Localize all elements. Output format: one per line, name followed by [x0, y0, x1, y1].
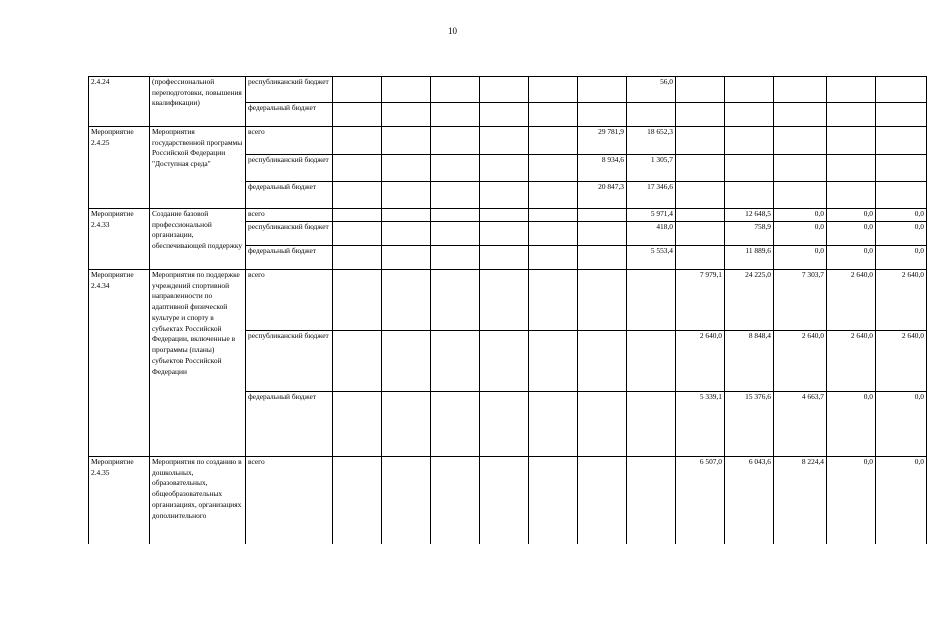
value-cell [876, 155, 927, 182]
value-cell [480, 209, 529, 222]
value-cell: 20 847,3 [578, 182, 627, 209]
value-cell [578, 270, 627, 331]
value-cell: 8 934,6 [578, 155, 627, 182]
value-cell [333, 270, 382, 331]
value-cell: 0,0 [827, 222, 876, 246]
value-cell: 0,0 [827, 457, 876, 544]
value-cell [529, 331, 578, 392]
value-cell [529, 127, 578, 155]
table-row [89, 127, 927, 155]
value-cell [431, 77, 480, 103]
value-cell [431, 331, 480, 392]
value-cell: 12 648,5 [725, 209, 774, 222]
value-cell [382, 103, 431, 127]
value-cell [382, 392, 431, 457]
value-cell [578, 331, 627, 392]
value-cell [333, 457, 382, 544]
value-cell [431, 127, 480, 155]
value-cell [725, 155, 774, 182]
value-cell [382, 209, 431, 222]
table-row [89, 457, 927, 544]
value-cell [627, 457, 676, 544]
value-cell: 5 971,4 [627, 209, 676, 222]
value-cell [333, 392, 382, 457]
value-cell [578, 457, 627, 544]
value-cell [676, 182, 725, 209]
funding-source: республиканский бюджет [246, 77, 333, 103]
value-cell: 0,0 [774, 222, 827, 246]
value-cell [480, 222, 529, 246]
value-cell: 1 305,7 [627, 155, 676, 182]
value-cell: 29 781,9 [578, 127, 627, 155]
value-cell: 6 043,6 [725, 457, 774, 544]
value-cell [774, 155, 827, 182]
value-cell [676, 127, 725, 155]
value-cell [876, 77, 927, 103]
measure-name: Создание базовой профессиональной организации, обеспечивающей поддержку [150, 209, 246, 270]
value-cell [480, 127, 529, 155]
value-cell [725, 77, 774, 103]
value-cell: 56,0 [627, 77, 676, 103]
value-cell: 418,0 [627, 222, 676, 246]
value-cell [529, 392, 578, 457]
value-cell [627, 392, 676, 457]
value-cell [578, 77, 627, 103]
value-cell: 0,0 [876, 457, 927, 544]
value-cell [725, 182, 774, 209]
value-cell [333, 127, 382, 155]
table-row [89, 209, 927, 222]
value-cell: 0,0 [876, 392, 927, 457]
value-cell: 2 640,0 [876, 270, 927, 331]
value-cell [725, 103, 774, 127]
value-cell [382, 127, 431, 155]
value-cell [774, 127, 827, 155]
measure-code: 2.4.24 [89, 77, 150, 127]
value-cell [578, 222, 627, 246]
funding-source: республиканский бюджет [246, 155, 333, 182]
value-cell [529, 246, 578, 270]
value-cell: 7 303,7 [774, 270, 827, 331]
value-cell [529, 182, 578, 209]
value-cell [529, 155, 578, 182]
value-cell [627, 331, 676, 392]
value-cell [774, 77, 827, 103]
funding-source: федеральный бюджет [246, 103, 333, 127]
value-cell [876, 103, 927, 127]
value-cell [431, 103, 480, 127]
value-cell [529, 77, 578, 103]
value-cell: 0,0 [827, 246, 876, 270]
value-cell [725, 127, 774, 155]
measure-name: Мероприятия государственной программы Российской Федерации "Доступная среда" [150, 127, 246, 209]
value-cell: 4 663,7 [774, 392, 827, 457]
funding-source: всего [246, 457, 333, 544]
value-cell [382, 331, 431, 392]
value-cell [333, 77, 382, 103]
value-cell [382, 457, 431, 544]
value-cell [480, 103, 529, 127]
value-cell [676, 222, 725, 246]
value-cell: 8 848,4 [725, 331, 774, 392]
value-cell: 24 225,0 [725, 270, 774, 331]
value-cell [333, 155, 382, 182]
value-cell [382, 222, 431, 246]
value-cell: 5 553,4 [627, 246, 676, 270]
value-cell [431, 209, 480, 222]
value-cell [676, 209, 725, 222]
funding-source: всего [246, 209, 333, 222]
value-cell [676, 155, 725, 182]
value-cell [480, 246, 529, 270]
value-cell [827, 77, 876, 103]
value-cell [480, 182, 529, 209]
value-cell [431, 270, 480, 331]
value-cell: 0,0 [876, 209, 927, 222]
value-cell: 11 889,6 [725, 246, 774, 270]
value-cell: 6 507,0 [676, 457, 725, 544]
measure-name: Мероприятия по созданию в дошкольных, образовательных, общеобразовательных организациях, организациях дополнительного [150, 457, 246, 544]
value-cell [627, 270, 676, 331]
value-cell [431, 182, 480, 209]
value-cell: 2 640,0 [676, 331, 725, 392]
value-cell [333, 182, 382, 209]
value-cell [382, 270, 431, 331]
funding-source: федеральный бюджет [246, 246, 333, 270]
value-cell [578, 103, 627, 127]
measure-code: Мероприятие 2.4.35 [89, 457, 150, 544]
funding-source: всего [246, 270, 333, 331]
funding-source: республиканский бюджет [246, 222, 333, 246]
value-cell [333, 331, 382, 392]
table-row [89, 270, 927, 331]
value-cell: 17 346,6 [627, 182, 676, 209]
value-cell: 5 339,1 [676, 392, 725, 457]
value-cell [333, 209, 382, 222]
value-cell [480, 331, 529, 392]
measure-code: Мероприятие 2.4.25 [89, 127, 150, 209]
value-cell [876, 182, 927, 209]
value-cell [578, 209, 627, 222]
value-cell: 18 652,3 [627, 127, 676, 155]
value-cell [627, 103, 676, 127]
value-cell [480, 392, 529, 457]
budget-table [88, 76, 927, 544]
value-cell [774, 182, 827, 209]
value-cell [382, 77, 431, 103]
value-cell [333, 222, 382, 246]
value-cell [529, 457, 578, 544]
measure-code: Мероприятие 2.4.33 [89, 209, 150, 270]
value-cell: 0,0 [876, 246, 927, 270]
value-cell [382, 182, 431, 209]
value-cell [480, 77, 529, 103]
value-cell [676, 103, 725, 127]
value-cell [431, 222, 480, 246]
measure-name: Мероприятия по поддержке учреждений спортивной направленности по адаптивной физической культуре и спорту в субъектах Российской Федерации, включенные в программы (планы) субъектов Российской Федерации [150, 270, 246, 457]
value-cell: 2 640,0 [876, 331, 927, 392]
value-cell [333, 246, 382, 270]
value-cell: 2 640,0 [827, 331, 876, 392]
table-row [89, 77, 927, 103]
value-cell [529, 222, 578, 246]
value-cell [827, 127, 876, 155]
value-cell [480, 155, 529, 182]
funding-source: республиканский бюджет [246, 331, 333, 392]
value-cell [529, 103, 578, 127]
value-cell [333, 103, 382, 127]
value-cell: 0,0 [774, 209, 827, 222]
funding-source: всего [246, 127, 333, 155]
page-number: 10 [448, 26, 457, 36]
funding-source: федеральный бюджет [246, 182, 333, 209]
value-cell [827, 155, 876, 182]
value-cell [382, 246, 431, 270]
value-cell: 0,0 [827, 209, 876, 222]
value-cell [578, 246, 627, 270]
value-cell: 758,9 [725, 222, 774, 246]
value-cell [529, 270, 578, 331]
value-cell [827, 182, 876, 209]
value-cell [431, 457, 480, 544]
value-cell [382, 155, 431, 182]
value-cell: 2 640,0 [774, 331, 827, 392]
value-cell: 7 979,1 [676, 270, 725, 331]
value-cell [431, 246, 480, 270]
value-cell [676, 246, 725, 270]
value-cell [827, 103, 876, 127]
value-cell: 8 224,4 [774, 457, 827, 544]
value-cell [676, 77, 725, 103]
value-cell [431, 392, 480, 457]
value-cell: 2 640,0 [827, 270, 876, 331]
value-cell: 0,0 [827, 392, 876, 457]
value-cell [876, 127, 927, 155]
value-cell [529, 209, 578, 222]
value-cell: 0,0 [774, 246, 827, 270]
value-cell [480, 270, 529, 331]
value-cell [578, 392, 627, 457]
value-cell [431, 155, 480, 182]
value-cell [480, 457, 529, 544]
measure-code: Мероприятие 2.4.34 [89, 270, 150, 457]
measure-name: (профессиональной переподготовки, повышения квалификации) [150, 77, 246, 127]
funding-source: федеральный бюджет [246, 392, 333, 457]
value-cell: 15 376,6 [725, 392, 774, 457]
value-cell [774, 103, 827, 127]
value-cell: 0,0 [876, 222, 927, 246]
